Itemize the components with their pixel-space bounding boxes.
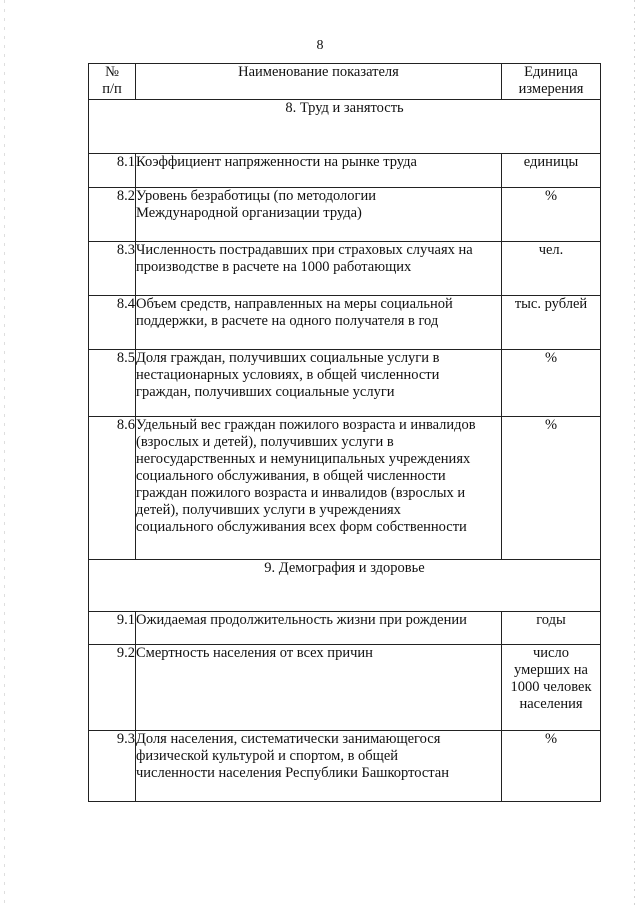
row-unit: тыс. рублей — [502, 296, 601, 350]
table-header-row — [89, 64, 601, 100]
row-unit: годы — [502, 612, 601, 645]
page-number: 8 — [316, 38, 324, 53]
row-indicator-name: Смертность населения от всех причин — [136, 645, 502, 731]
row-unit: % — [502, 417, 601, 560]
table-row — [89, 350, 601, 417]
header-number: № п/п — [89, 64, 136, 100]
table-row — [89, 417, 601, 560]
row-number: 8.4 — [89, 296, 136, 350]
row-unit: % — [502, 731, 601, 802]
scan-edge-right — [634, 0, 635, 905]
row-unit: единицы — [502, 154, 601, 188]
row-number: 9.1 — [89, 612, 136, 645]
row-unit: число умерших на 1000 человек населения — [502, 645, 601, 731]
row-indicator-name: Удельный вес граждан пожилого возраста и инвалидов (взрослых и детей), получивших услуги в негосударственных и немуниципальных учреждениях социального обслуживания, в общей численности граждан пожилого возраста и инвалидов (взрослых и детей), получивших услуги в учреждениях социального обслуживания всех форм собственности — [136, 417, 502, 560]
table-row — [89, 188, 601, 242]
row-unit: % — [502, 350, 601, 417]
row-unit: чел. — [502, 242, 601, 296]
row-number: 8.2 — [89, 188, 136, 242]
section-row-labor — [89, 100, 601, 154]
row-unit: % — [502, 188, 601, 242]
row-number: 8.1 — [89, 154, 136, 188]
row-number: 9.3 — [89, 731, 136, 802]
header-unit: Единица измерения — [502, 64, 601, 100]
table-row — [89, 645, 601, 731]
row-indicator-name: Уровень безработицы (по методологии Международной организации труда) — [136, 188, 502, 242]
table-row — [89, 296, 601, 350]
row-indicator-name: Ожидаемая продолжительность жизни при рождении — [136, 612, 502, 645]
section-title: 9. Демография и здоровье — [89, 560, 601, 612]
row-indicator-name: Численность пострадавших при страховых случаях на производстве в расчете на 1000 работающих — [136, 242, 502, 296]
row-indicator-name: Доля граждан, получивших социальные услуги в нестационарных условиях, в общей численности граждан, получивших социальные услуги — [136, 350, 502, 417]
row-indicator-name: Объем средств, направленных на меры социальной поддержки, в расчете на одного получателя в год — [136, 296, 502, 350]
scan-edge-left — [4, 0, 5, 905]
row-number: 9.2 — [89, 645, 136, 731]
section-title: 8. Труд и занятость — [89, 100, 601, 154]
table-row — [89, 731, 601, 802]
row-indicator-name: Доля населения, систематически занимающегося физической культурой и спортом, в общей численности населения Республики Башкортостан — [136, 731, 502, 802]
indicators-table — [88, 63, 601, 802]
row-number: 8.3 — [89, 242, 136, 296]
row-indicator-name: Коэффициент напряженности на рынке труда — [136, 154, 502, 188]
table-row — [89, 612, 601, 645]
table-row — [89, 154, 601, 188]
header-indicator-name: Наименование показателя — [136, 64, 502, 100]
section-row-demography — [89, 560, 601, 612]
row-number: 8.5 — [89, 350, 136, 417]
table-row — [89, 242, 601, 296]
row-number: 8.6 — [89, 417, 136, 560]
